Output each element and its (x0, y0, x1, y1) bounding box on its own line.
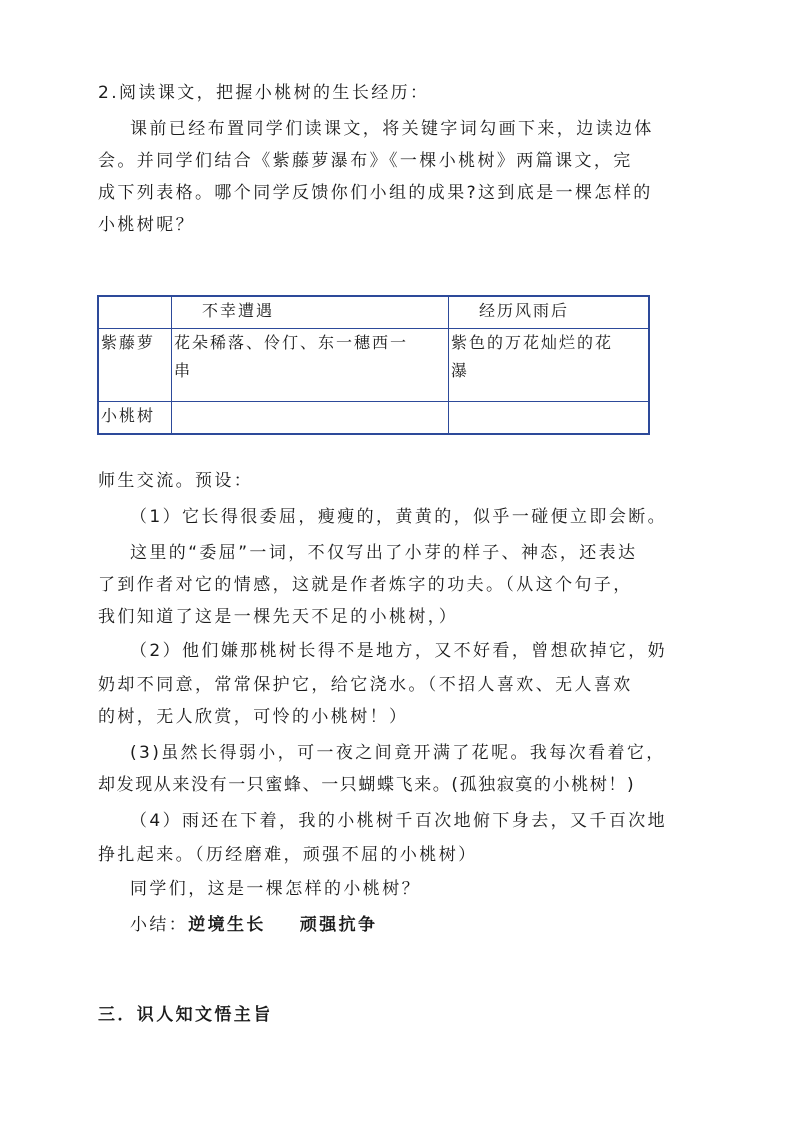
discussion-line: 挣扎起来。（历经磨难，顽强不屈的小桃树） (98, 845, 478, 865)
discussion-line: 同学们，这是一棵怎样的小桃树？ (130, 879, 421, 899)
discussion-line: 我们知道了这是一棵先天不足的小桃树，） (98, 607, 459, 627)
discussion-line: （1）它长得很委屈，瘦瘦的，黄黄的，似乎一碰便立即会断。 (130, 507, 668, 527)
section3-heading: 三．识人知文悟主旨 (98, 1005, 273, 1025)
section2-heading: 2.阅读课文，把握小桃树的生长经历： (98, 83, 430, 103)
growth-comparison-table (97, 295, 650, 435)
table-header-corner (98, 296, 172, 329)
summary (130, 914, 377, 936)
row-name: 小桃树 (98, 401, 172, 434)
discussion-label: 师生交流。预设： (98, 471, 254, 491)
discussion-line: 却发现从来没有一只蜜蜂、一只蝴蝶飞来。(孤独寂寞的小桃树！) (98, 775, 636, 795)
discussion-line: （4）雨还在下着，我的小桃树千百次地俯下身去，又千百次地 (130, 811, 668, 831)
intro-line-2: 会。并同学们结合《紫藤萝瀑布》《一棵小桃树》两篇课文，完 (98, 151, 633, 171)
discussion-line: 了到作者对它的情感，这就是作者炼字的功夫。（从这个句子， (98, 575, 633, 595)
discussion-line: 奶却不同意，常常保护它，给它浇水。（不招人喜欢、无人喜欢 (98, 675, 633, 695)
intro-line-3: 成下列表格。哪个同学反馈你们小组的成果?这到底是一棵怎样的 (98, 183, 653, 203)
table-row (98, 329, 649, 401)
discussion-line: (3)虽然长得弱小，可一夜之间竟开满了花呢。我每次看着它， (130, 743, 666, 763)
discussion-line: （2）他们嫌那桃树长得不是地方，又不好看，曾想砍掉它，奶 (130, 641, 668, 661)
summary-point: 顽强抗争 (299, 915, 378, 935)
row-after: 紫色的万花灿烂的花 瀑 (449, 329, 650, 401)
intro-line-4: 小桃树呢？ (98, 215, 195, 235)
row-misfortune: 花朵稀落、伶仃、东一穗西一 串 (172, 329, 449, 401)
discussion-line: 这里的“委屈”一词，不仅写出了小芽的样子、神态，还表达 (130, 543, 638, 563)
intro-line-1: 课前已经布置同学们读课文，将关键字词勾画下来，边读边体 (130, 119, 654, 139)
row-name: 紫藤萝 (98, 329, 172, 401)
discussion-line: 的树，无人欣赏，可怜的小桃树！） (98, 707, 409, 727)
table-row (98, 401, 649, 434)
table-header-row (98, 296, 649, 329)
summary-point: 逆境生长 (188, 915, 266, 935)
table-header-after: 经历风雨后 (449, 296, 650, 329)
row-after (449, 401, 650, 434)
summary-label: 小结： (130, 915, 189, 935)
table-header-misfortune: 不幸遭遇 (172, 296, 449, 329)
row-misfortune (172, 401, 449, 434)
